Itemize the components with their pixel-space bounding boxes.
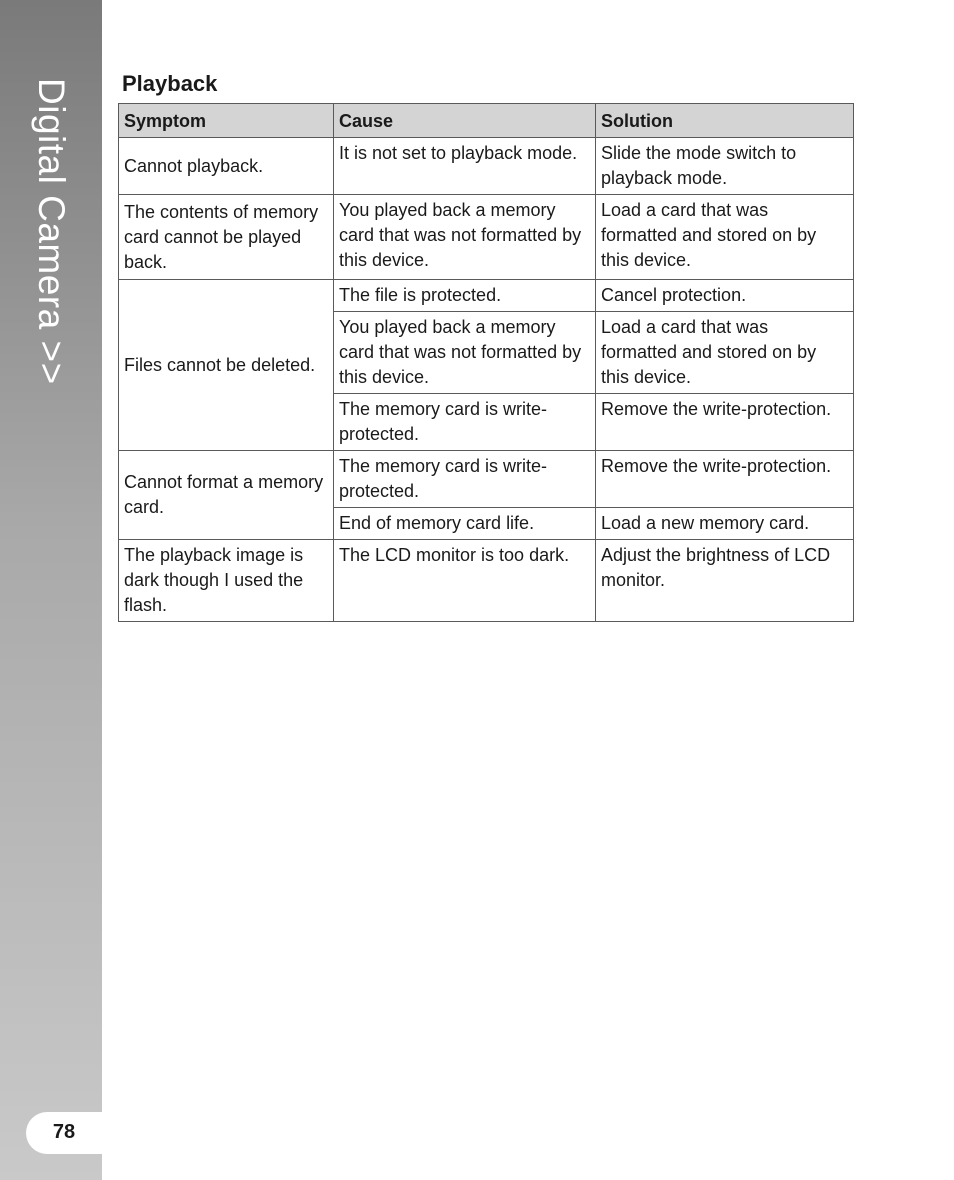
solution-cell: Cancel protection. — [596, 280, 854, 312]
cause-cell: You played back a memory card that was not formatted by this device. — [334, 312, 596, 394]
page-number: 78 — [52, 1121, 76, 1143]
table-header-row — [119, 104, 854, 138]
solution-cell: Remove the write-protection. — [596, 394, 854, 451]
cause-cell: End of memory card life. — [334, 508, 596, 540]
cause-cell: The file is protected. — [334, 280, 596, 312]
symptom-cell: Cannot playback. — [119, 138, 334, 195]
table-row — [119, 138, 854, 195]
solution-cell: Load a card that was formatted and stored on by this device. — [596, 312, 854, 394]
solution-cell: Adjust the brightness of LCD monitor. — [596, 540, 854, 622]
solution-cell: Remove the write-protection. — [596, 451, 854, 508]
section-title: Playback — [122, 71, 218, 96]
solution-cell: Load a new memory card. — [596, 508, 854, 540]
chapter-title: Digital Camera >> — [31, 78, 72, 385]
cause-cell: The memory card is write-protected. — [334, 394, 596, 451]
table-row — [119, 540, 854, 622]
solution-cell: Slide the mode switch to playback mode. — [596, 138, 854, 195]
side-band — [0, 0, 102, 1180]
solution-cell: Load a card that was formatted and stored on by this device. — [596, 195, 854, 280]
table-row — [119, 451, 854, 508]
symptom-cell: Files cannot be deleted. — [119, 280, 334, 451]
page-number-tab — [26, 1112, 102, 1154]
troubleshooting-table — [118, 103, 854, 622]
header-solution: Solution — [596, 104, 854, 138]
symptom-cell: The playback image is dark though I used the flash. — [119, 540, 334, 622]
table-row — [119, 280, 854, 312]
header-symptom: Symptom — [119, 104, 334, 138]
header-cause: Cause — [334, 104, 596, 138]
symptom-cell: The contents of memory card cannot be played back. — [119, 195, 334, 280]
cause-cell: It is not set to playback mode. — [334, 138, 596, 195]
cause-cell: You played back a memory card that was not formatted by this device. — [334, 195, 596, 280]
cause-cell: The LCD monitor is too dark. — [334, 540, 596, 622]
table-row — [119, 195, 854, 280]
cause-cell: The memory card is write-protected. — [334, 451, 596, 508]
symptom-cell: Cannot format a memory card. — [119, 451, 334, 540]
